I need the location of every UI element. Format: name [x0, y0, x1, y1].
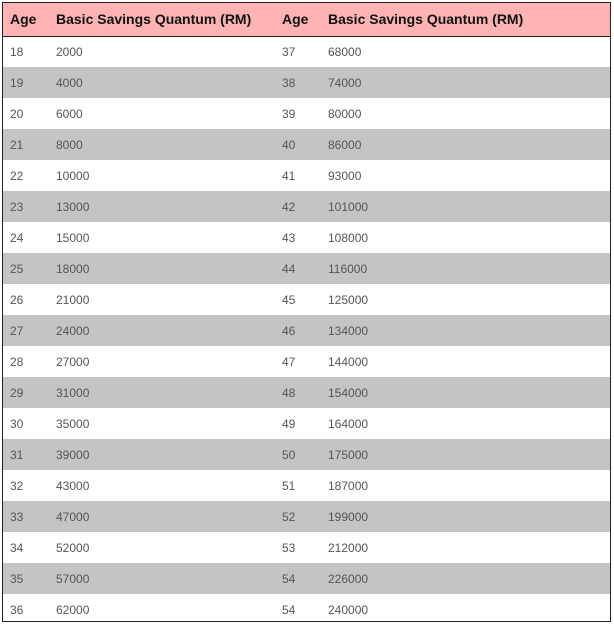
table-row: [3, 408, 610, 439]
cell-age-left: 32: [10, 478, 24, 493]
table-row: [3, 470, 610, 501]
table-row: [3, 98, 610, 129]
cell-quantum-left: 31000: [56, 385, 90, 400]
table-row: [3, 191, 610, 222]
cell-age-right: 46: [282, 323, 296, 338]
cell-age-right: 47: [282, 354, 296, 369]
cell-quantum-left: 18000: [56, 261, 90, 276]
cell-age-left: 30: [10, 416, 24, 431]
cell-age-left: 28: [10, 354, 24, 369]
header-age-left: Age: [10, 11, 37, 28]
cell-quantum-left: 6000: [56, 106, 83, 121]
cell-age-left: 34: [10, 540, 24, 555]
table-row: [3, 129, 610, 160]
table-row: [3, 594, 610, 625]
cell-age-right: 51: [282, 478, 296, 493]
cell-quantum-right: 93000: [328, 168, 362, 183]
cell-quantum-right: 80000: [328, 106, 362, 121]
table-row: [3, 284, 610, 315]
cell-quantum-right: 101000: [328, 199, 369, 214]
cell-age-right: 42: [282, 199, 296, 214]
cell-quantum-right: 86000: [328, 137, 362, 152]
cell-quantum-right: 116000: [328, 261, 368, 276]
cell-age-left: 29: [10, 385, 24, 400]
cell-quantum-right: 108000: [328, 230, 369, 245]
savings-table-container: [2, 2, 611, 622]
cell-quantum-left: 57000: [56, 571, 90, 586]
cell-age-right: 54: [282, 571, 296, 586]
cell-quantum-left: 27000: [56, 354, 90, 369]
cell-quantum-left: 62000: [56, 602, 90, 617]
cell-age-left: 36: [10, 602, 24, 617]
cell-quantum-right: 187000: [328, 478, 369, 493]
table-row: [3, 532, 610, 563]
cell-age-right: 52: [282, 509, 296, 524]
cell-age-right: 40: [282, 137, 296, 152]
cell-quantum-left: 47000: [56, 509, 90, 524]
cell-age-right: 38: [282, 75, 296, 90]
cell-age-left: 20: [10, 106, 24, 121]
table-row: [3, 160, 610, 191]
header-age-right: Age: [282, 11, 309, 28]
cell-quantum-right: 164000: [328, 416, 369, 431]
table-row: [3, 346, 610, 377]
basic-savings-table: [3, 3, 610, 625]
cell-quantum-left: 43000: [56, 478, 90, 493]
cell-age-left: 22: [10, 168, 24, 183]
cell-quantum-right: 175000: [328, 447, 369, 462]
cell-age-left: 19: [10, 75, 24, 90]
table-row: [3, 67, 610, 98]
cell-age-right: 39: [282, 106, 296, 121]
cell-quantum-left: 39000: [56, 447, 90, 462]
cell-quantum-left: 13000: [56, 199, 90, 214]
table-row: [3, 563, 610, 594]
cell-quantum-left: 2000: [56, 44, 83, 59]
cell-age-left: 35: [10, 571, 24, 586]
cell-age-right: 49: [282, 416, 296, 431]
cell-quantum-right: 212000: [328, 540, 369, 555]
table-header-row: [3, 3, 610, 36]
header-quantum-left: Basic Savings Quantum (RM): [56, 11, 252, 28]
cell-quantum-right: 134000: [328, 323, 369, 338]
cell-age-right: 48: [282, 385, 296, 400]
cell-age-left: 31: [10, 447, 24, 462]
header-quantum-right: Basic Savings Quantum (RM): [328, 11, 524, 28]
cell-age-left: 26: [10, 292, 24, 307]
cell-quantum-left: 10000: [56, 168, 90, 183]
cell-quantum-left: 24000: [56, 323, 90, 338]
table-row: [3, 501, 610, 532]
cell-age-left: 24: [10, 230, 24, 245]
cell-age-left: 21: [10, 137, 24, 152]
cell-quantum-right: 154000: [328, 385, 369, 400]
table-row: [3, 439, 610, 470]
cell-age-left: 27: [10, 323, 24, 338]
cell-age-left: 18: [10, 44, 24, 59]
cell-quantum-left: 15000: [56, 230, 90, 245]
cell-age-left: 23: [10, 199, 24, 214]
cell-quantum-right: 240000: [328, 602, 369, 617]
cell-quantum-right: 144000: [328, 354, 369, 369]
cell-age-right: 50: [282, 447, 296, 462]
cell-age-right: 53: [282, 540, 296, 555]
cell-age-right: 37: [282, 44, 296, 59]
cell-age-right: 41: [282, 168, 296, 183]
table-row: [3, 377, 610, 408]
cell-age-right: 43: [282, 230, 296, 245]
cell-quantum-right: 125000: [328, 292, 369, 307]
cell-quantum-left: 21000: [56, 292, 90, 307]
table-row: [3, 315, 610, 346]
cell-quantum-right: 68000: [328, 44, 362, 59]
table-row: [3, 36, 610, 67]
cell-quantum-left: 35000: [56, 416, 90, 431]
cell-age-right: 54: [282, 602, 296, 617]
cell-quantum-left: 8000: [56, 137, 83, 152]
cell-age-left: 33: [10, 509, 24, 524]
cell-quantum-left: 4000: [56, 75, 83, 90]
cell-quantum-left: 52000: [56, 540, 90, 555]
cell-age-right: 45: [282, 292, 296, 307]
cell-age-right: 44: [282, 261, 296, 276]
table-row: [3, 222, 610, 253]
table-row: [3, 253, 610, 284]
cell-age-left: 25: [10, 261, 24, 276]
cell-quantum-right: 74000: [328, 75, 362, 90]
cell-quantum-right: 199000: [328, 509, 369, 524]
cell-quantum-right: 226000: [328, 571, 369, 586]
